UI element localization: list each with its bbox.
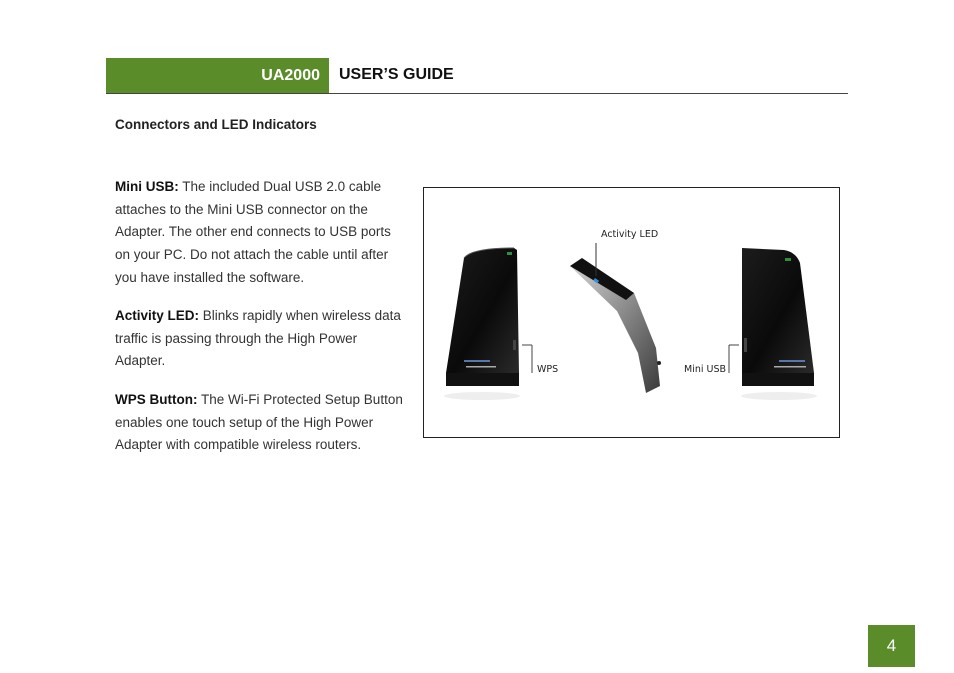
paragraph-mini-usb	[115, 176, 405, 290]
status-led-icon	[507, 252, 512, 255]
label-activity-led: Activity LED:	[115, 308, 200, 323]
header-product: UA2000	[261, 66, 320, 84]
callout-wps: WPS	[537, 364, 559, 375]
page-number-text: 4	[886, 636, 897, 655]
text-wps-button: The Wi-Fi Protected Setup Button enables one touch setup of the High Power Adapter with compatible wireless routers.	[115, 392, 403, 453]
paragraph-wps-button	[115, 389, 405, 457]
wps-port-icon	[513, 340, 516, 350]
label-wps-button: WPS Button:	[115, 392, 198, 407]
label-mini-usb: Mini USB:	[115, 179, 179, 194]
callout-mini-usb: Mini USB	[684, 364, 727, 375]
text-mini-usb: The included Dual USB 2.0 cable attaches to the Mini USB connector on the Adapter. The other end connects to USB ports on your PC. Do not attach the cable until after you have installed the software.	[115, 179, 391, 285]
header-product-tab	[106, 58, 329, 93]
page-number	[868, 625, 915, 667]
mini-usb-port-icon	[744, 338, 747, 352]
header-divider	[106, 93, 848, 94]
section-title: Connectors and LED Indicators	[115, 117, 317, 132]
adapter-center	[570, 243, 661, 393]
product-figure	[423, 187, 840, 438]
callout-activity-led: Activity LED	[601, 229, 659, 240]
adapter-left	[444, 248, 520, 400]
adapter-illustration	[424, 188, 841, 439]
text-activity-led: Blinks rapidly when wireless data traffic is passing through the High Power Adapter.	[115, 308, 401, 369]
adapter-right	[741, 248, 817, 400]
power-led-icon	[785, 258, 791, 261]
paragraph-activity-led	[115, 305, 405, 373]
header-title: USER’S GUIDE	[339, 66, 454, 83]
wps-button-icon	[657, 361, 661, 365]
